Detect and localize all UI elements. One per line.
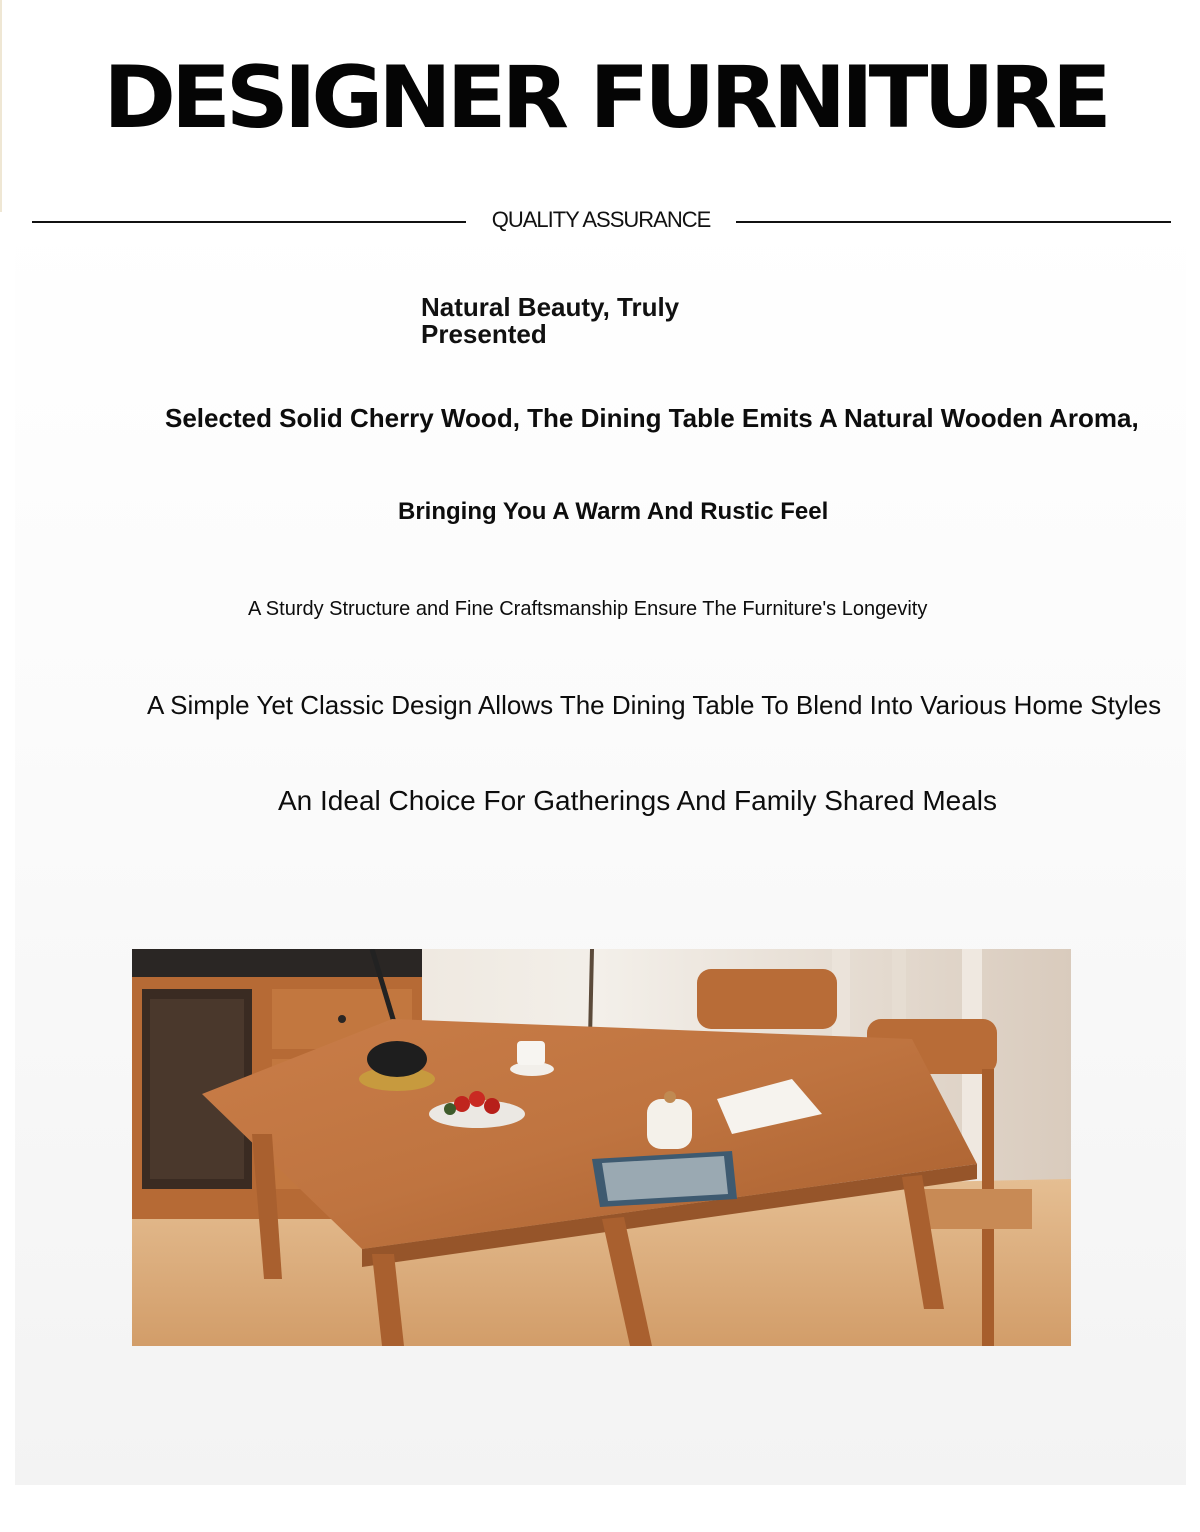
feature-line-1: Selected Solid Cherry Wood, The Dining Table Emits A Natural Wooden Aroma, bbox=[165, 403, 1139, 433]
divider-rule-left bbox=[32, 221, 466, 223]
section-divider bbox=[0, 205, 1200, 237]
feature-line-4: A Simple Yet Classic Design Allows The Dining Table To Blend Into Various Home Styles bbox=[147, 690, 1162, 720]
section-subtitle: QUALITY ASSURANCE bbox=[491, 207, 711, 232]
feature-line-5: An Ideal Choice For Gatherings And Family Shared Meals bbox=[278, 785, 998, 816]
feature-heading: Natural Beauty, Truly Presented bbox=[421, 292, 680, 349]
feature-line-3: A Sturdy Structure and Fine Craftsmanship Ensure The Furniture's Longevity bbox=[248, 598, 928, 620]
dining-table-photo bbox=[132, 949, 1071, 1346]
feature-line-2: Bringing You A Warm And Rustic Feel bbox=[398, 498, 829, 525]
dining-table-illustration bbox=[132, 949, 1071, 1346]
divider-rule-right bbox=[736, 221, 1171, 223]
page-title: DESIGNER FURNITURE bbox=[103, 48, 1107, 148]
